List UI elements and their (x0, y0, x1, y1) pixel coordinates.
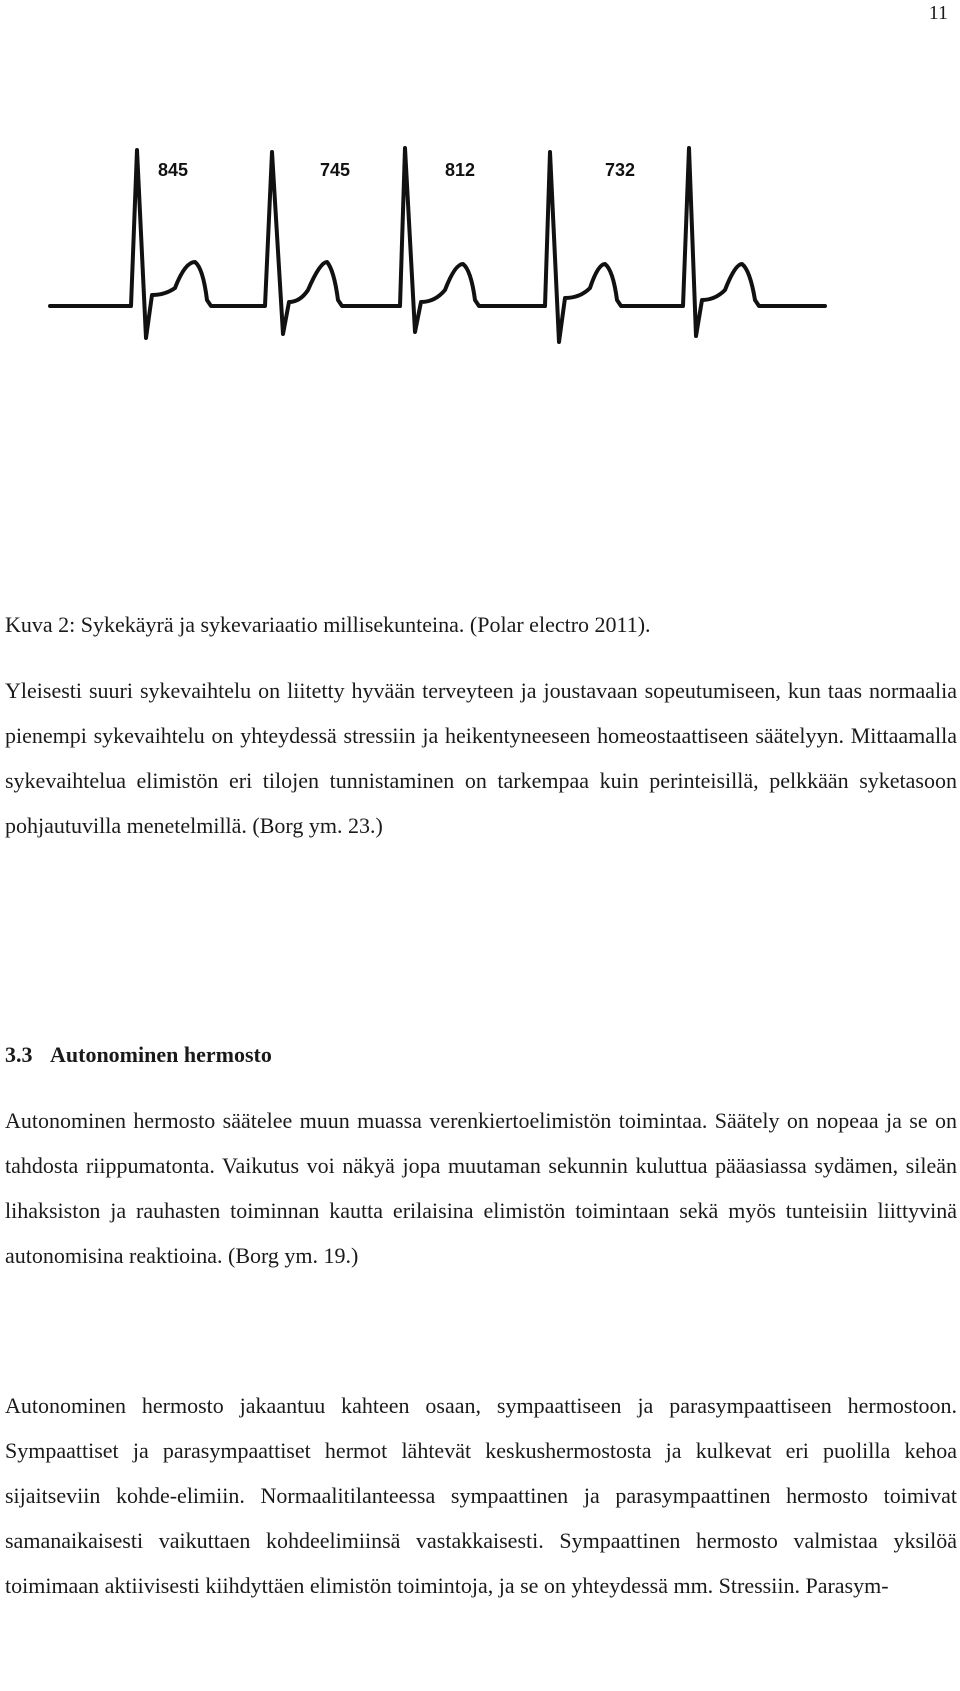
rr-interval-label-1: 845 (158, 160, 189, 180)
page-number: 11 (928, 2, 948, 24)
ecg-figure (45, 140, 935, 540)
paragraph-text: Autonominen hermosto jakaantuu kahteen osaan, sympaattiseen ja parasympaattiseen hermostoon. Sympaattiset ja parasympaattiset hermot lähtevät keskushermostosta ja kulkevat eri puolilla kehoa sijaitseviin kohde-elimiin. Normaalitilanteessa sympaattinen ja parasympaattinen hermosto toimivat samanaikaisesti vaikuttaen kohdeelimiinsä vastakkaisesti. Sympaattinen hermosto valmistaa yksilöä toimimaan aktiivisesti kiihdyttäen elimistön toimintoja, ja se on yhteydessä mm. Stressiin. Parasym- (5, 1393, 957, 1598)
figure-caption: Kuva 2: Sykekäyrä ja sykevariaatio millisekunteina. (Polar electro 2011). (5, 612, 651, 637)
rr-interval-label-3: 812 (445, 160, 476, 180)
paragraph-text: Yleisesti suuri sykevaihtelu on liitetty hyvään terveyteen ja joustavaan sopeutumiseen, kun taas normaalia pienempi sykevaihtelu on yhteydessä stressiin ja heikentyneeseen homeostaattiseen säätelyyn. Mittaamalla sykevaihtelua elimistön eri tilojen tunnistaminen on tarkempaa kuin perinteisillä, pelkkään syketasoon pohjautuvilla menetelmillä. (Borg ym. 23.) (5, 678, 957, 838)
rr-interval-label-4: 732 (605, 160, 636, 180)
paragraph-text: Autonominen hermosto säätelee muun muassa verenkiertoelimistön toimintaa. Säätely on nopeaa ja se on tahdosta riippumatonta. Vaikutus voi näkyä jopa muutaman sekunnin kuluttua pääasiassa sydämen, sileän lihaksiston ja rauhasten toiminnan kautta erilaisina elimistön toimintaan sekä myös tunteisiin liittyvinä autonomisina reaktioina. (Borg ym. 19.) (5, 1108, 957, 1268)
section-title: Autonominen hermosto (50, 1042, 272, 1067)
paragraph-division (5, 1383, 957, 1608)
paragraph-hrv (5, 668, 957, 848)
paragraph-autonomic (5, 1098, 957, 1278)
section-number: 3.3 (5, 1042, 33, 1067)
rr-interval-label-2: 745 (320, 160, 351, 180)
section-heading (5, 1040, 272, 1070)
ecg-chart (45, 140, 935, 540)
